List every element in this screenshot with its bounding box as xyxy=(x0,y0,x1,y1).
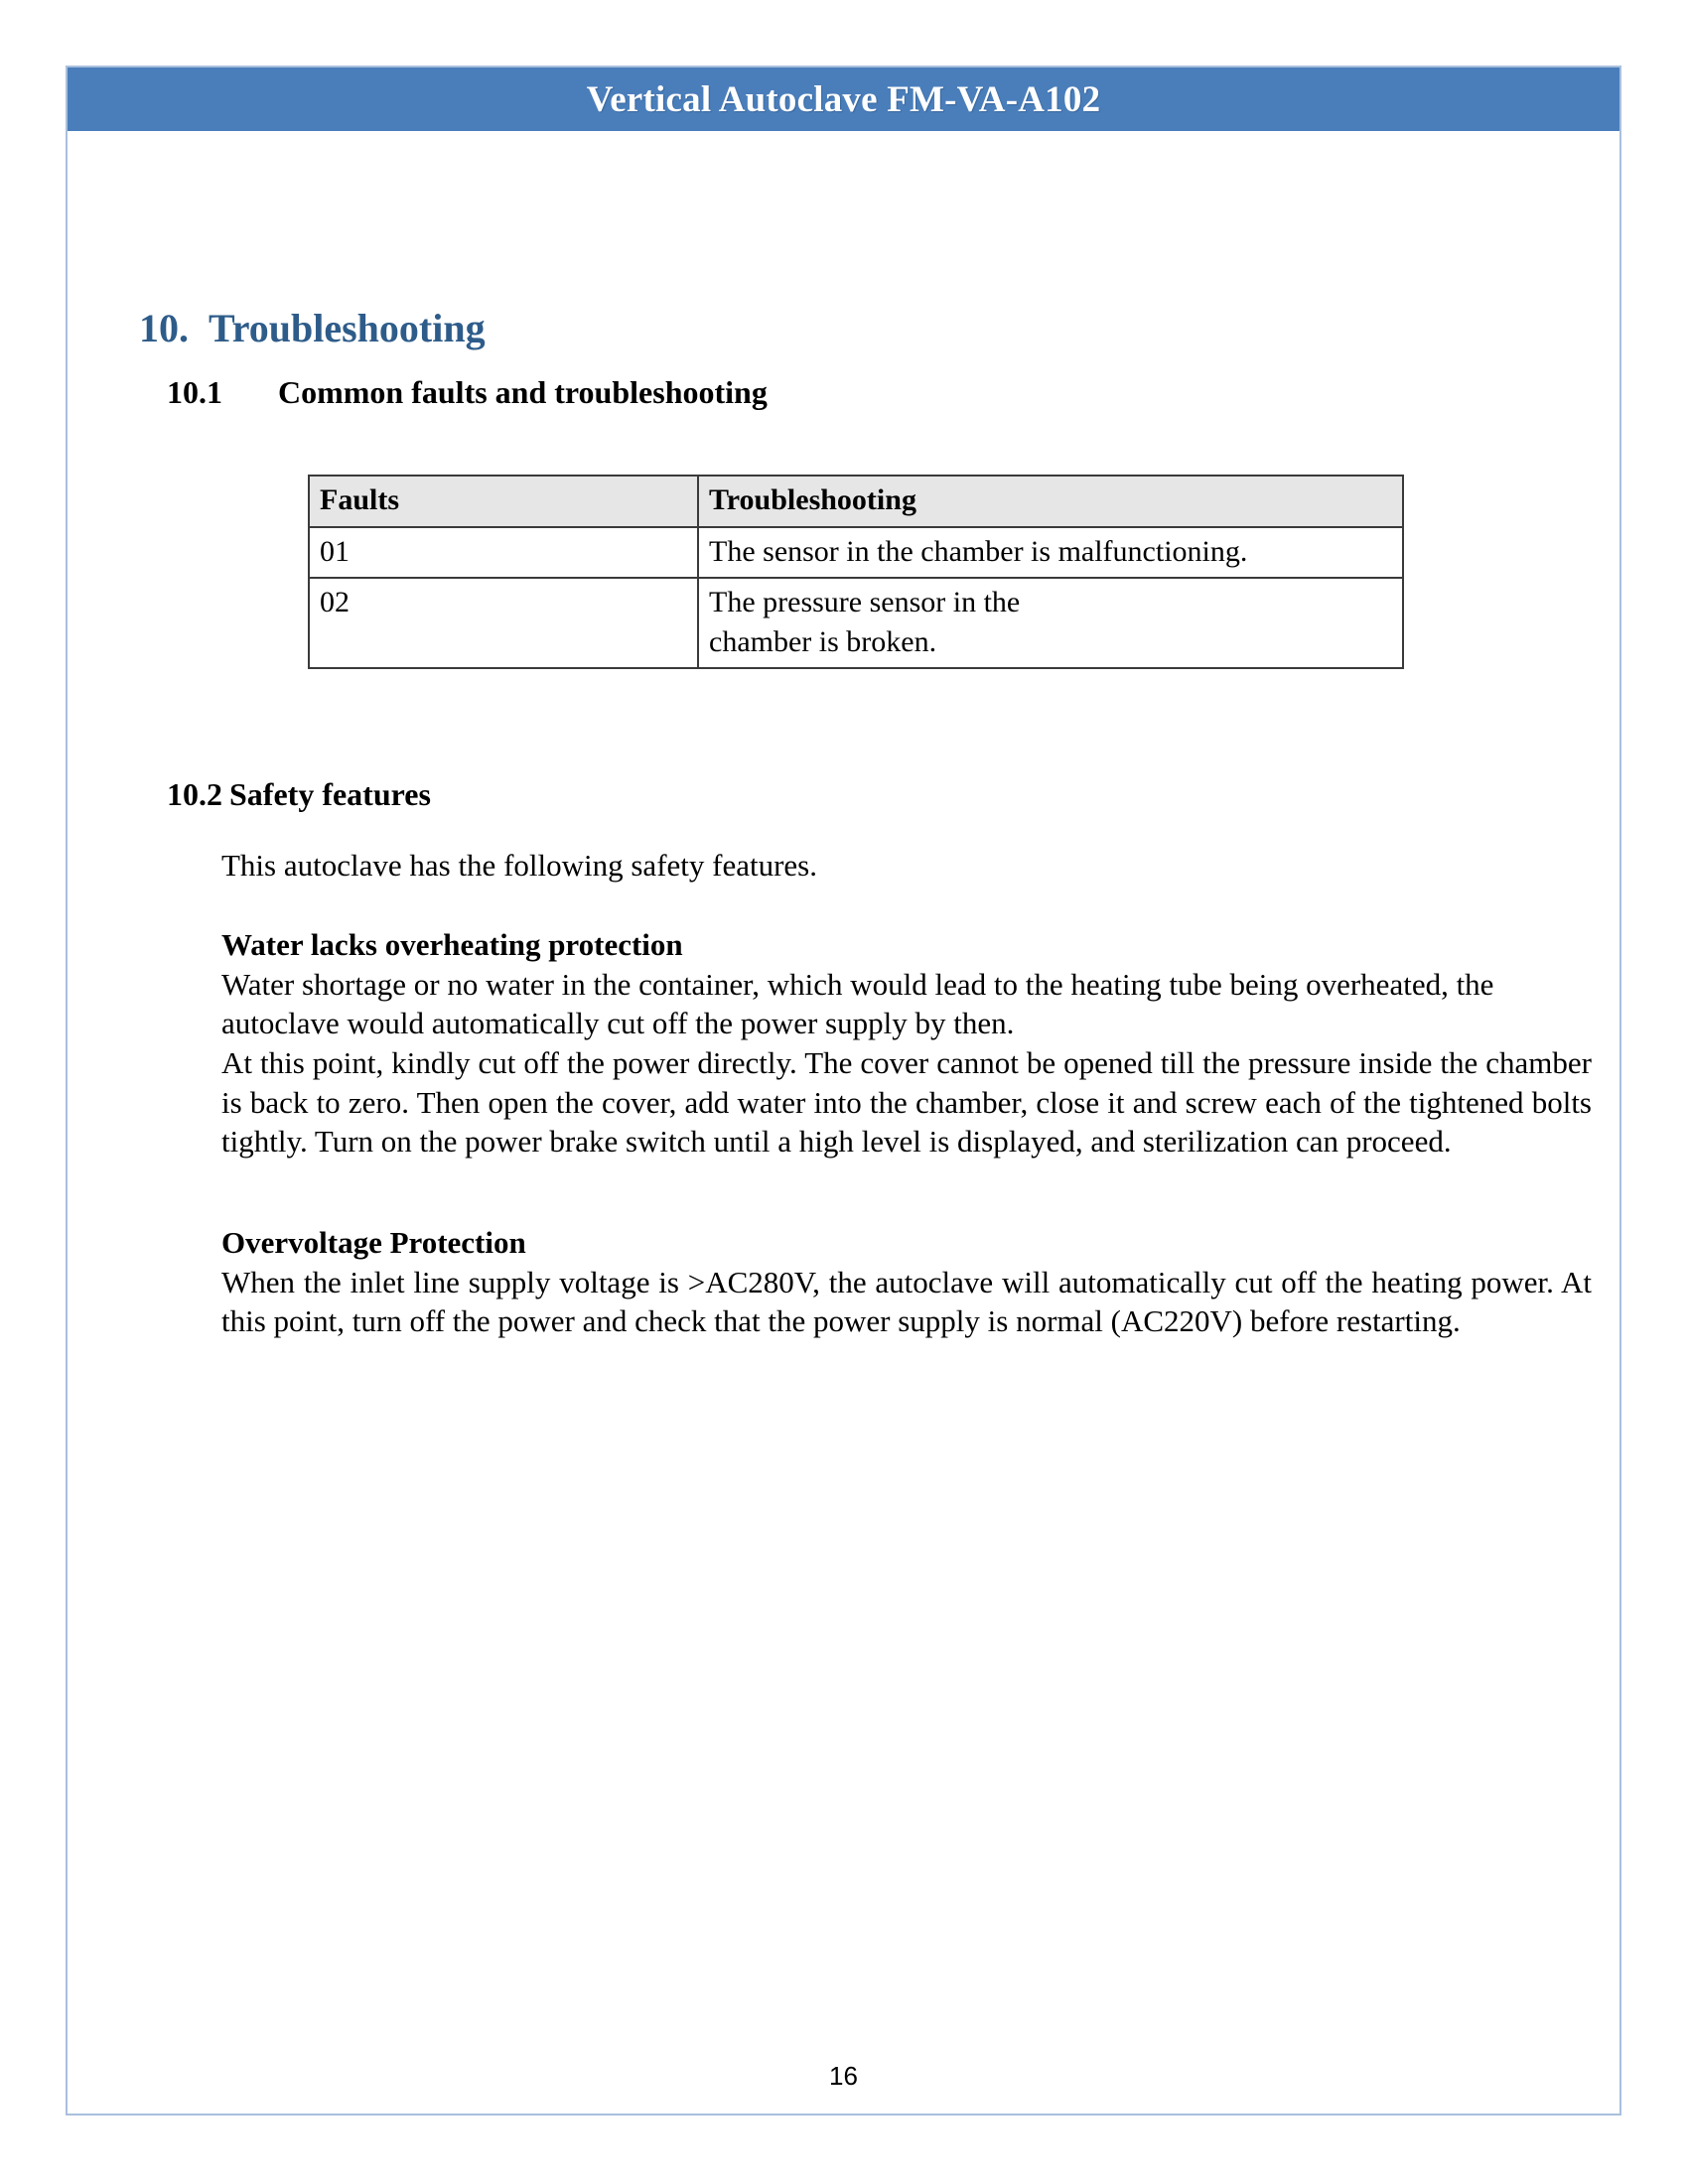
section-heading-10 xyxy=(139,305,486,351)
fault-description-cell: The sensor in the chamber is malfunctioning. xyxy=(698,527,1403,579)
table-row xyxy=(309,578,1403,668)
feature-heading-water: Water lacks overheating protection xyxy=(221,927,683,962)
subsection-number-10-1: 10.1 xyxy=(167,374,222,410)
subsection-heading-10-2 xyxy=(167,776,431,813)
feature-overvoltage-paragraph-1: When the inlet line supply voltage is >AC280V, the autoclave will automatically cut off the heating power. At this point, turn off the power and check that the power supply is normal (AC220V) before restarting. xyxy=(221,1264,1592,1339)
section-number: 10. xyxy=(139,306,189,350)
fault-description-cell xyxy=(698,578,1403,668)
subsection-title-10-1: Common faults and troubleshooting xyxy=(278,374,768,410)
document-header-banner xyxy=(68,68,1619,131)
intro-paragraph: This autoclave has the following safety features. xyxy=(221,848,817,883)
subsection-number-10-2: 10.2 xyxy=(167,776,222,812)
fault-code-cell: 02 xyxy=(309,578,698,668)
feature-heading-overvoltage: Overvoltage Protection xyxy=(221,1225,526,1260)
document-title: Vertical Autoclave FM-VA-A102 xyxy=(586,78,1101,120)
safety-features-intro xyxy=(221,846,1592,886)
fault-description-line-2: chamber is broken. xyxy=(709,624,937,658)
column-header-faults: Faults xyxy=(309,476,698,527)
subsection-title-10-2: Safety features xyxy=(229,776,431,812)
feature-overvoltage-protection xyxy=(221,1223,1592,1341)
fault-code-cell: 01 xyxy=(309,527,698,579)
table-header-row xyxy=(309,476,1403,527)
page-frame xyxy=(66,66,1621,2116)
section-title: Troubleshooting xyxy=(209,306,486,350)
page-number-footer: 16 xyxy=(829,2061,858,2091)
faults-troubleshooting-table xyxy=(308,475,1404,669)
column-header-troubleshooting: Troubleshooting xyxy=(698,476,1403,527)
feature-water-paragraph-2: At this point, kindly cut off the power directly. The cover cannot be opened till the pressure inside the chamber is back to zero. Then open the cover, add water into the chamber, close it and screw each of the tightened bolts tightly. Turn on the power brake switch until a high level is displayed, and sterilization can proceed. xyxy=(221,1045,1592,1160)
feature-water-paragraph-1: Water shortage or no water in the container, which would lead to the heating tube being overheated, the autoclave would automatically cut off the power supply by then. xyxy=(221,966,1494,1041)
feature-water-overheating xyxy=(221,925,1592,1161)
fault-description-line-1: The pressure sensor in the xyxy=(709,586,1021,619)
subsection-heading-10-1 xyxy=(167,374,768,411)
table-row xyxy=(309,527,1403,579)
